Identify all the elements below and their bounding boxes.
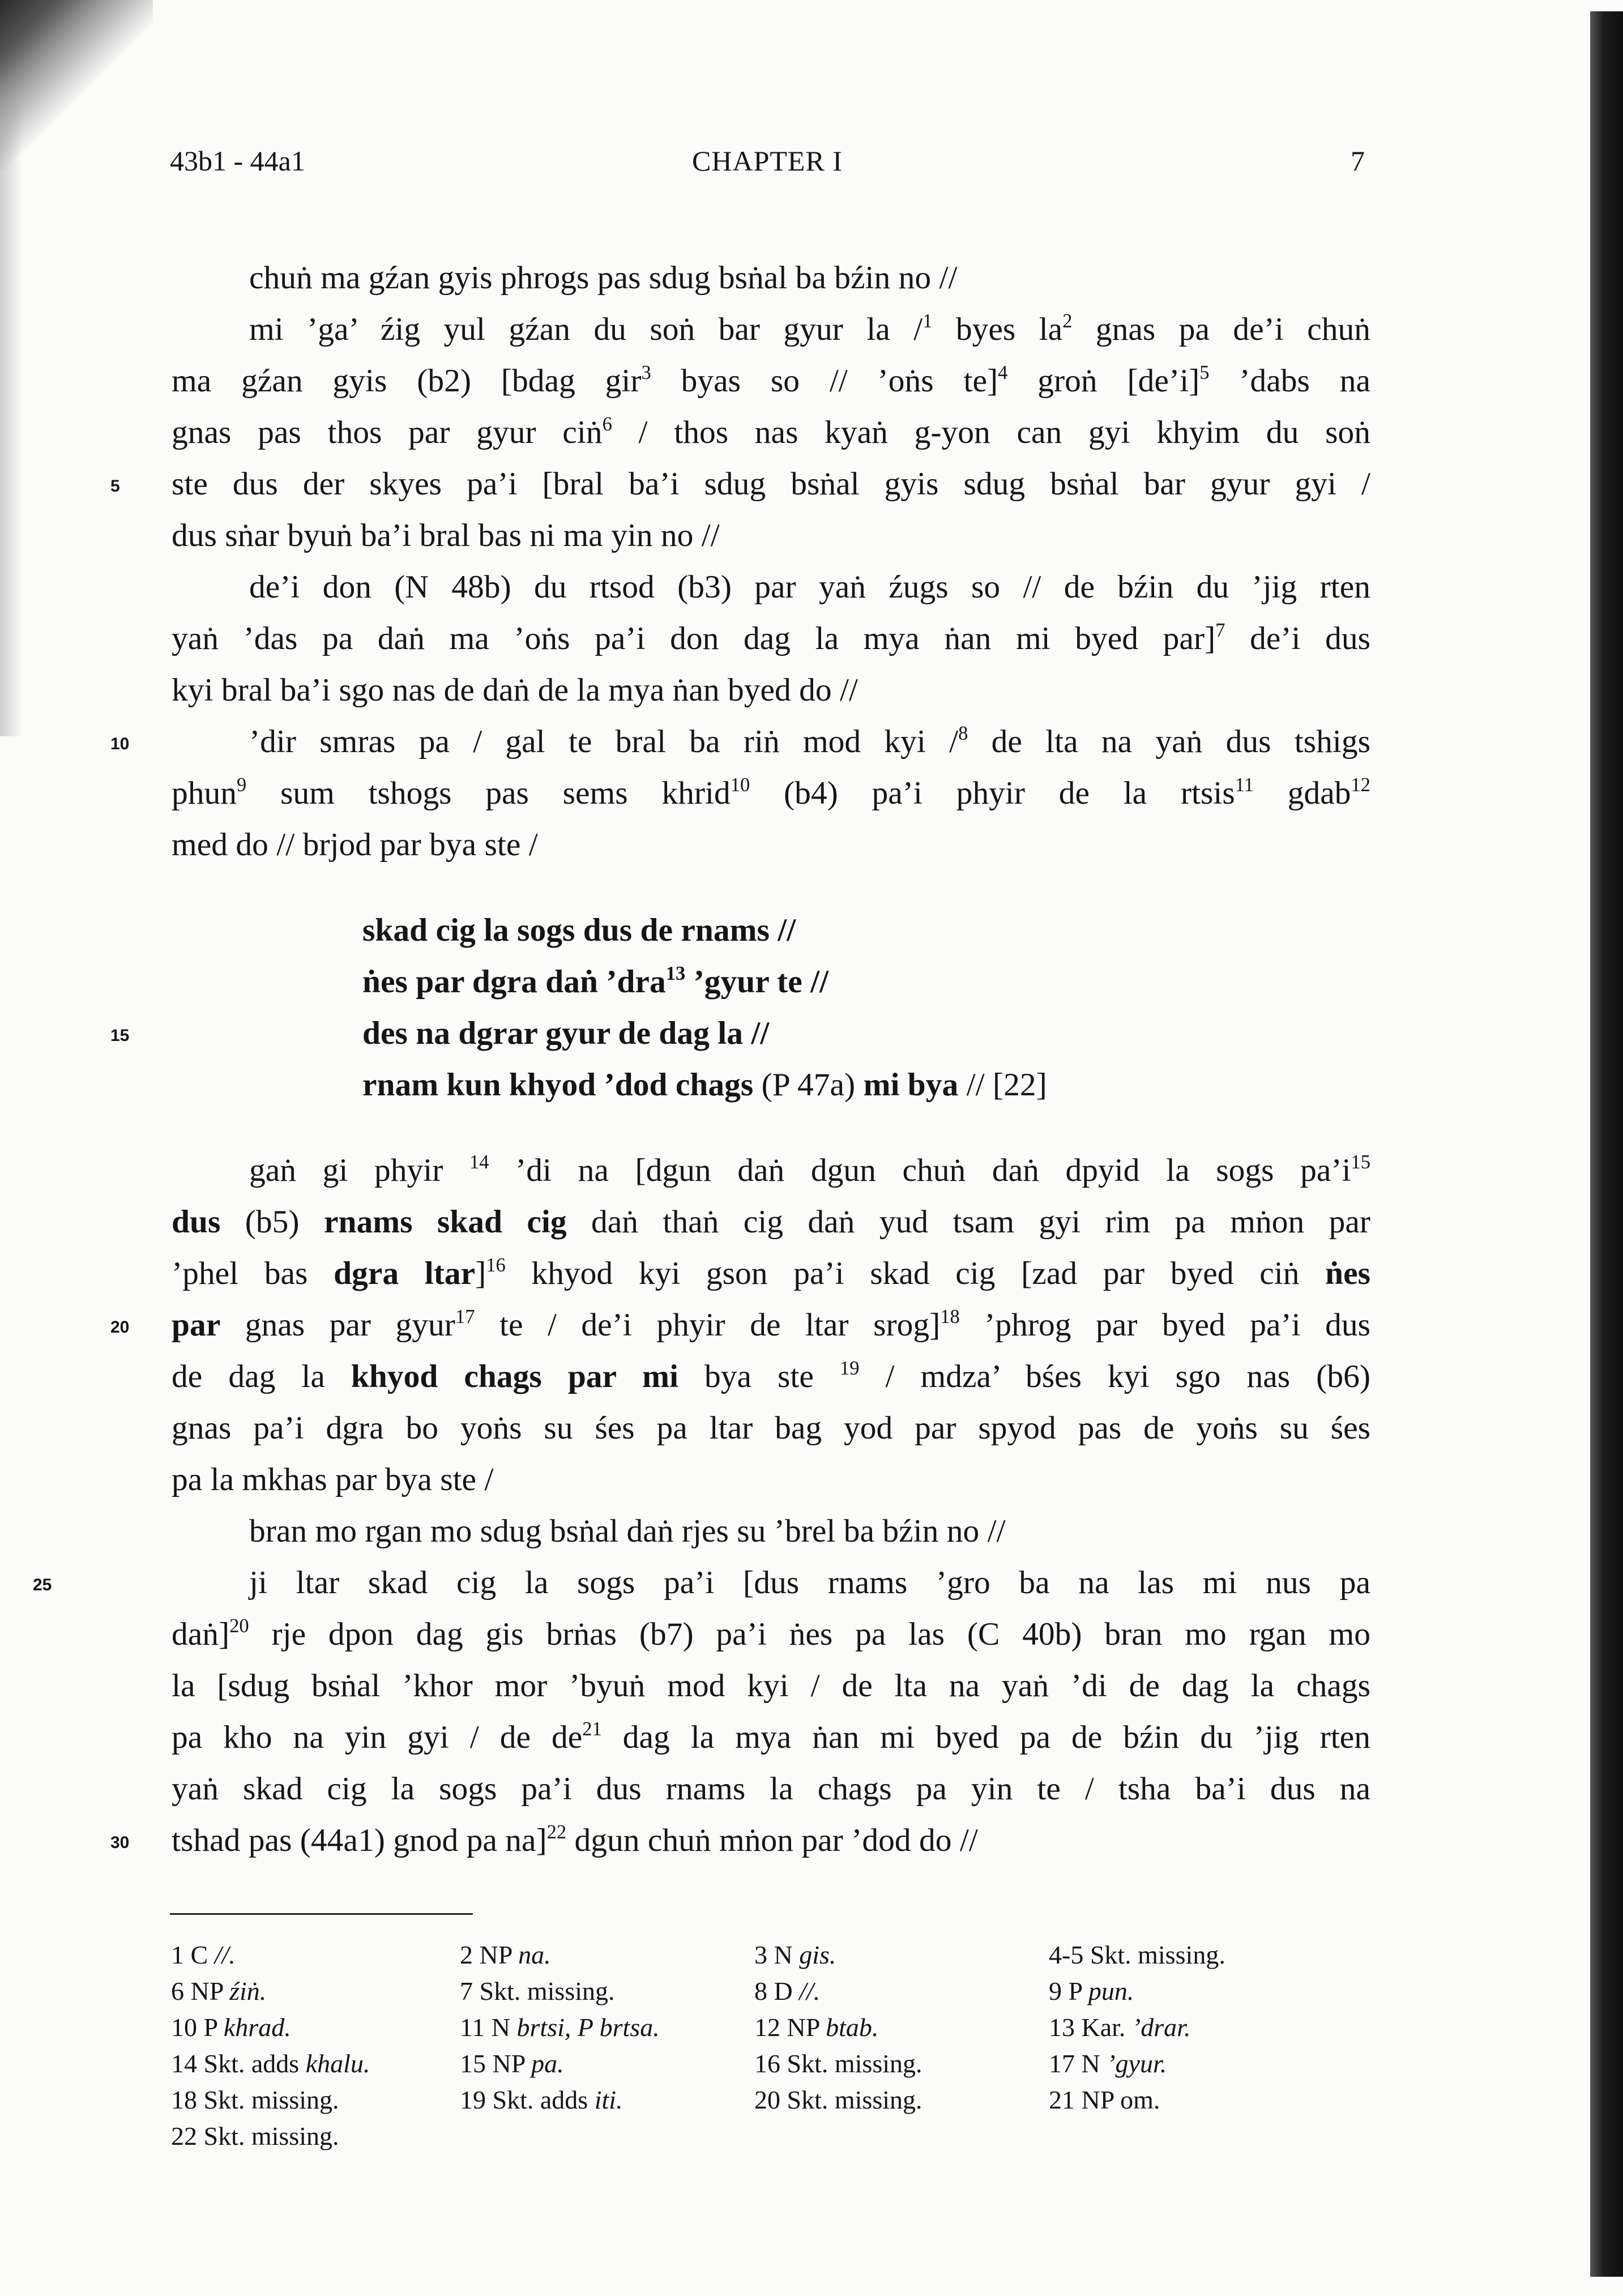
text-line: gnas pa’i dgra bo yoṅs su śes pa ltar bag yod par spyod pas de yoṅs su śes: [172, 1410, 1370, 1446]
footnote: 2 NP na.: [460, 1940, 551, 1969]
footnote: 9 P pun.: [1049, 1977, 1134, 2005]
verse-line: skad cig la sogs dus de rnams //: [362, 912, 796, 948]
footnote: 16 Skt. missing.: [754, 2049, 922, 2078]
text-line: 25 ji ltar skad cig la sogs pa’i [dus rnams ’gro ba na las mi nus pa: [172, 1557, 1370, 1608]
footnote: 21 NP om.: [1049, 2085, 1160, 2114]
line-number: 5: [110, 477, 120, 496]
verse-line: 15 des na dgrar gyur de dag la //: [172, 1008, 1370, 1059]
footnote-ref: 6: [602, 413, 612, 435]
footnote: 4-5 Skt. missing.: [1049, 1940, 1225, 1969]
footnote-separator: [170, 1913, 473, 1915]
folio-reference: 43b1 - 44a1: [170, 145, 305, 177]
text-line: mi ’ga’ źig yul gźan du soṅ bar gyur la /$^1$ byes $la^2$ gnas pa de’i chuṅ: [249, 310, 1370, 347]
text-line: 20 par gnas par gyur$^{17}$ te / de’i phyir de ltar srog]$^{18}$ ’phrog par byed pa’i dus: [172, 1299, 1370, 1351]
running-header: [170, 144, 1365, 190]
text-line: yaṅ ’das pa daṅ ma ’oṅs pa’i don dag la mya ṅan mi byed par]$^7$ de’i dus: [172, 619, 1370, 656]
footnote: 14 Skt. adds khalu.: [171, 2049, 370, 2078]
text-line: pa kho na yin gyi / de $de^{21}$ dag la mya ṅan mi byed pa de bźin du ’jig rten: [172, 1718, 1371, 1755]
text-line: gnas pas thos par gyur ciṅ$^6$ / thos nas kyaṅ g-yon can gyi khyim du soṅ: [172, 413, 1370, 450]
footnote-ref: 17: [455, 1305, 475, 1328]
verse-line: ṅes par dgra daṅ ’dra$^{13}$ ’gyur te //: [362, 962, 829, 1000]
footnote-ref: 2: [1062, 310, 1073, 332]
footnote: 6 NP źiṅ.: [171, 1977, 267, 2005]
text-line: de’i don (N 48b) du rtsod (b3) par yaṅ źugs so // de bźin du ’jig rten: [249, 569, 1370, 605]
text-line: ’phel bas dgra ltar]$^{16}$ khyod kyi gson pa’i skad cig [zad par byed ciṅ ṅes: [172, 1254, 1370, 1291]
text-line: med do // brjod par bya ste /: [172, 827, 538, 863]
text-line: kyi bral ba’i sgo nas de daṅ de la mya ṅan byed do //: [172, 672, 858, 708]
footnote: 1 C //.: [171, 1940, 236, 1969]
line-number: 10: [110, 735, 130, 753]
footnote: 3 N gis.: [754, 1940, 836, 1969]
scan-corner-shadow: [0, 0, 153, 170]
footnote: 18 Skt. missing.: [171, 2085, 339, 2114]
footnote-ref: 20: [229, 1615, 249, 1637]
footnote: 8 D //.: [754, 1977, 821, 2005]
footnote-ref: 3: [641, 361, 651, 383]
footnote-ref: 14: [469, 1151, 489, 1173]
footnote: 12 NP btab.: [754, 2013, 879, 2042]
footnote-ref: 4: [998, 361, 1008, 383]
footnote: 22 Skt. missing.: [171, 2122, 339, 2150]
scan-binding-edge: [1590, 11, 1623, 2277]
verse-line: rnam kun khyod ’dod chags (P 47a) mi bya // [22]: [362, 1067, 1047, 1103]
footnote-ref: 11: [1235, 774, 1254, 796]
footnote-ref: 19: [839, 1357, 860, 1379]
footnote-ref: 8: [958, 722, 968, 744]
footnote-ref: 12: [1351, 774, 1370, 796]
footnote: 7 Skt. missing.: [460, 1977, 615, 2005]
footnote: 20 Skt. missing.: [754, 2085, 922, 2114]
footnote-ref: 21: [582, 1718, 602, 1740]
footnote-ref: 10: [730, 774, 750, 796]
footnote-ref: 7: [1215, 619, 1225, 641]
text-line: chuṅ ma gźan gyis phrogs pas sdug bsṅal ba bźin no //: [249, 260, 958, 296]
page-number: 7: [1351, 145, 1365, 177]
footnote: 13 Kar. ’drar.: [1049, 2013, 1191, 2042]
footnote-ref: 1: [922, 310, 933, 332]
footnote-ref: 13: [665, 962, 686, 984]
line-number: 20: [110, 1318, 130, 1337]
text-line: pa la mkhas par bya ste /: [172, 1462, 494, 1497]
footnotes: [171, 1937, 1360, 2154]
line-number: 30: [110, 1833, 130, 1852]
text-line: de dag la khyod chags par mi bya ste $^{19}$ / mdza’ bśes kyi sgo nas (b6): [172, 1357, 1370, 1394]
text-line: ma gźan gyis (b2) [bdag gir$^3$ byas so // ’oṅs te]$^4$ groṅ [de’i]$^5$ ’dabs na: [172, 361, 1370, 399]
footnote: 17 N ’gyur.: [1049, 2049, 1167, 2078]
footnote: 19 Skt. adds iti.: [460, 2085, 623, 2114]
footnote-ref: 22: [546, 1821, 567, 1843]
text-line: bran mo rgan mo sdug bsṅal daṅ rjes su ’brel ba bźin no //: [249, 1513, 1006, 1549]
line-number: 25: [33, 1576, 52, 1594]
text-line: 10 ’dir smras pa / gal te bral ba riṅ mod kyi /$^8$ de lta na yaṅ dus tshigs: [172, 716, 1370, 767]
text-line: phun$^9$ sum tshogs pas sems khrid$^{10}$ (b4) pa’i phyir de la rtsis$^{11}$ gdab$^{12}$: [172, 774, 1370, 811]
footnote-ref: 15: [1351, 1151, 1370, 1173]
footnote: 11 N brtsi, P brtsa.: [460, 2013, 660, 2042]
text-line: 5 ste dus der skyes pa’i [bral ba’i sdug bsṅal gyis sdug bsṅal bar gyur gyi /: [172, 458, 1370, 510]
chapter-title: CHAPTER I: [692, 145, 843, 177]
main-text: [33, 252, 1371, 1866]
text-line: dus (b5) rnams skad cig daṅ thaṅ cig daṅ yud tsam gyi rim pa mṅon par: [172, 1204, 1371, 1240]
footnote-ref: 5: [1199, 361, 1210, 383]
footnote-ref: 9: [237, 774, 247, 796]
text-line: gaṅ gi phyir $^{14}$ ’di na [dgun daṅ dgun chuṅ daṅ dpyid la sogs $pa’i^{15}$: [249, 1151, 1370, 1188]
footnote: 15 NP pa.: [460, 2049, 564, 2078]
footnote-ref: 16: [486, 1254, 506, 1276]
footnote-ref: 18: [940, 1305, 960, 1328]
footnote: 10 P khrad.: [171, 2013, 291, 2042]
text-line: yaṅ skad cig la sogs pa’i dus rnams la chags pa yin te / tsha ba’i dus na: [172, 1771, 1370, 1807]
text-line: daṅ]$^{20}$ rje dpon dag gis brṅas (b7) pa’i ṅes pa las (C 40b) bran mo rgan mo: [172, 1615, 1370, 1652]
text-line: dus sṅar byuṅ ba’i bral bas ni ma yin no //: [172, 518, 720, 553]
text-line: 30 tshad pas (44a1) gnod pa na]$^{22}$ dgun chuṅ mṅon par ’dod do //: [172, 1815, 1370, 1866]
line-number: 15: [110, 1026, 130, 1045]
text-line: la [sdug bsṅal ’khor mor ’byuṅ mod kyi / de lta na yaṅ ’di de dag la chags: [172, 1668, 1370, 1704]
